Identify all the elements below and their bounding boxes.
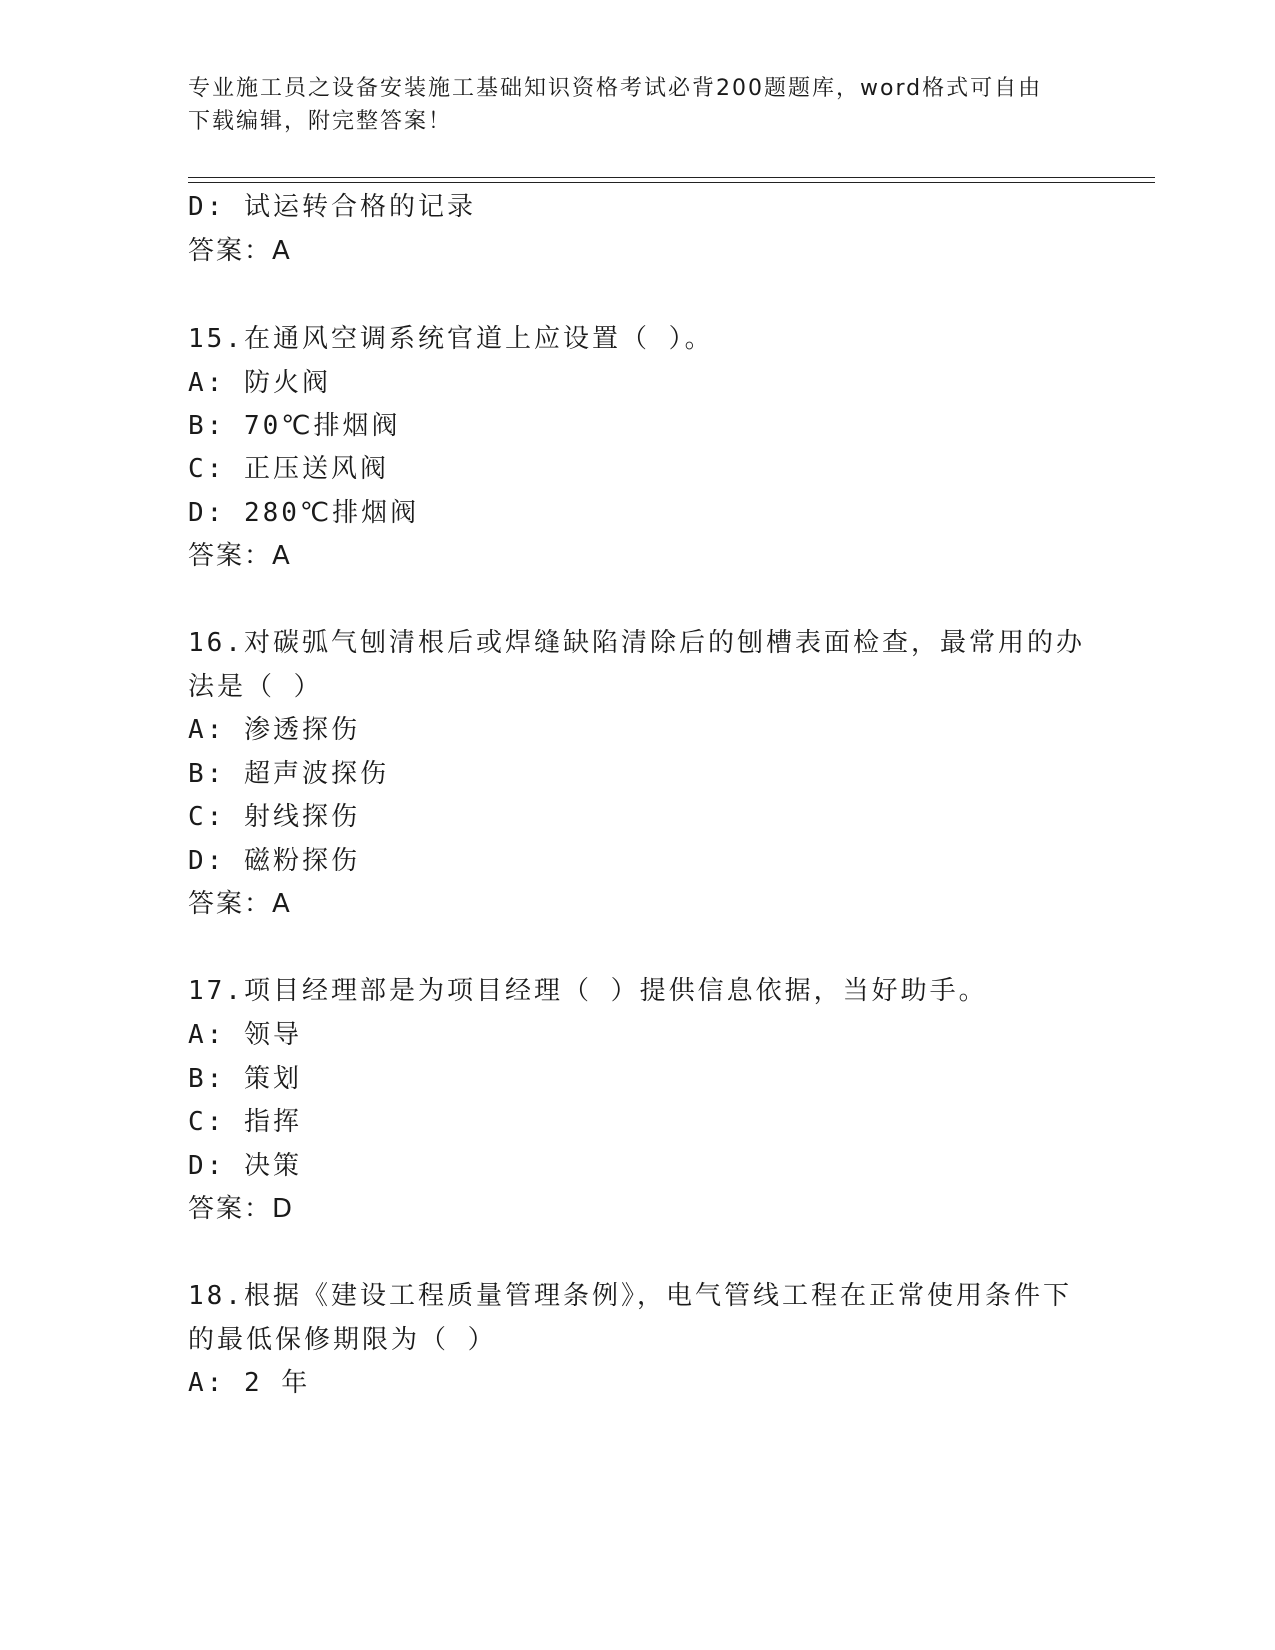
q16-answer: 答案：A [188, 889, 292, 919]
q17-option-c: C: 指挥 [188, 1107, 302, 1137]
document-header [188, 72, 1088, 138]
q17-answer: 答案：D [188, 1194, 295, 1224]
q18-stem-line-1: 18.根据《建设工程质量管理条例》，电气管线工程在正常使用条件下 [188, 1281, 1072, 1311]
q17-option-b: B: 策划 [188, 1064, 302, 1094]
q15-stem: 15.在通风空调系统官道上应设置（ ）。 [188, 324, 714, 354]
q16-option-a: A: 渗透探伤 [188, 715, 360, 745]
q15-option-d: D: 280℃排烟阀 [188, 498, 420, 528]
q14-answer: 答案：A [188, 236, 292, 266]
q16-option-b: B: 超声波探伤 [188, 759, 389, 789]
q15-option-c: C: 正压送风阀 [188, 454, 389, 484]
q16-stem-line-2: 法是（ ） [188, 672, 323, 702]
q15-answer: 答案：A [188, 541, 292, 571]
q16-option-d: D: 磁粉探伤 [188, 846, 360, 876]
header-line-1: 专业施工员之设备安装施工基础知识资格考试必背200题题库，word格式可自由 [188, 76, 1043, 101]
q18-stem-line-2: 的最低保修期限为（ ） [188, 1325, 497, 1355]
q17-option-a: A: 领导 [188, 1020, 302, 1050]
header-divider-bottom [188, 182, 1155, 183]
header-line-2: 下载编辑，附完整答案！ [188, 109, 453, 134]
q14-option-d: D: 试运转合格的记录 [188, 192, 476, 222]
q17-stem: 17.项目经理部是为项目经理（ ）提供信息依据，当好助手。 [188, 976, 988, 1006]
q15-option-b: B: 70℃排烟阀 [188, 411, 401, 441]
q18-option-a: A: 2 年 [188, 1368, 311, 1398]
q16-stem-line-1: 16.对碳弧气刨清根后或焊缝缺陷清除后的刨槽表面检查，最常用的办 [188, 628, 1085, 658]
header-divider-top [188, 177, 1155, 178]
q17-option-d: D: 决策 [188, 1151, 302, 1181]
q16-option-c: C: 射线探伤 [188, 802, 360, 832]
q15-option-a: A: 防火阀 [188, 368, 331, 398]
